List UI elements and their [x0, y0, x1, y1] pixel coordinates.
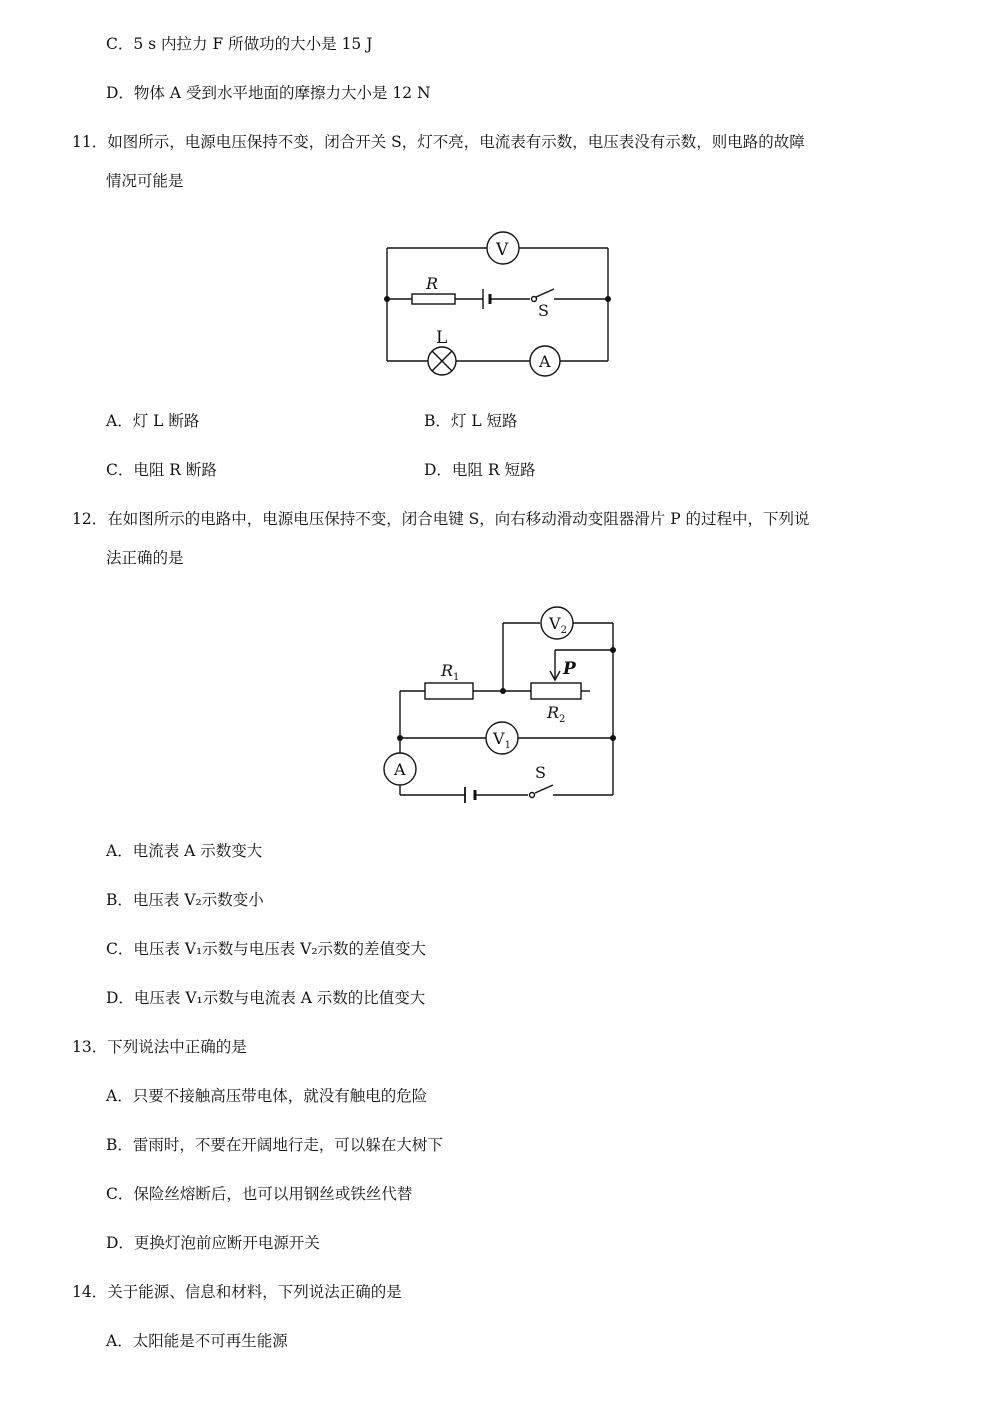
question-11-text-cont: 情况可能是	[106, 172, 184, 190]
r1-label: $R_1$	[441, 661, 460, 683]
question-11-text: 11．如图所示，电源电压保持不变，闭合开关 S，灯不亮，电流表有示数，电压表没有示数，则电路的故障	[72, 133, 805, 151]
r2-label: $R_2$	[547, 703, 566, 725]
q11-option-a: A．灯 L 断路	[106, 412, 200, 430]
q11-option-d: D．电阻 R 短路	[424, 461, 536, 479]
circuit-diagram-12	[345, 598, 635, 813]
switch-label: S	[535, 763, 546, 782]
q14-option-a: A．太阳能是不可再生能源	[106, 1332, 288, 1350]
q12-option-a: A．电流表 A 示数变大	[106, 842, 263, 860]
question-12-text-cont: 法正确的是	[106, 549, 184, 567]
question-12-text: 12．在如图所示的电路中，电源电压保持不变，闭合电键 S，向右移动滑动变阻器滑片 P 的过程中，下列说	[72, 510, 810, 528]
q13-option-b: B．雷雨时，不要在开阔地行走，可以躲在大树下	[106, 1136, 443, 1154]
q11-option-b: B．灯 L 短路	[424, 412, 518, 430]
q13-option-a: A．只要不接触高压带电体，就没有触电的危险	[106, 1087, 428, 1105]
q13-option-c: C．保险丝熔断后，也可以用钢丝或铁丝代替	[106, 1185, 413, 1203]
resistor-label: R	[426, 274, 439, 293]
option-d-prev: D．物体 A 受到水平地面的摩擦力大小是 12 N	[106, 84, 431, 102]
ammeter-label: A	[394, 760, 406, 779]
q13-option-d: D．更换灯泡前应断开电源开关	[106, 1234, 320, 1252]
option-c-prev: C．5 s 内拉力 F 所做功的大小是 15 J	[106, 35, 373, 53]
voltmeter-label: V	[496, 240, 509, 260]
switch-label: S	[538, 301, 549, 320]
voltmeter1-label: $V_1$	[493, 729, 511, 751]
voltmeter2-label: $V_2$	[549, 614, 567, 636]
q12-option-c: C．电压表 V₁示数与电压表 V₂示数的差值变大	[106, 940, 427, 958]
ammeter-label: A	[539, 352, 551, 371]
question-14-text: 14．关于能源、信息和材料，下列说法正确的是	[72, 1283, 402, 1301]
q12-option-d: D．电压表 V₁示数与电流表 A 示数的比值变大	[106, 989, 426, 1007]
q12-option-b: B．电压表 V₂示数变小	[106, 891, 264, 909]
circuit-diagram-11	[370, 225, 630, 385]
q11-option-c: C．电阻 R 断路	[106, 461, 217, 479]
slider-label: P	[563, 659, 576, 679]
lamp-label: L	[436, 328, 448, 348]
question-13-text: 13．下列说法中正确的是	[72, 1038, 247, 1056]
